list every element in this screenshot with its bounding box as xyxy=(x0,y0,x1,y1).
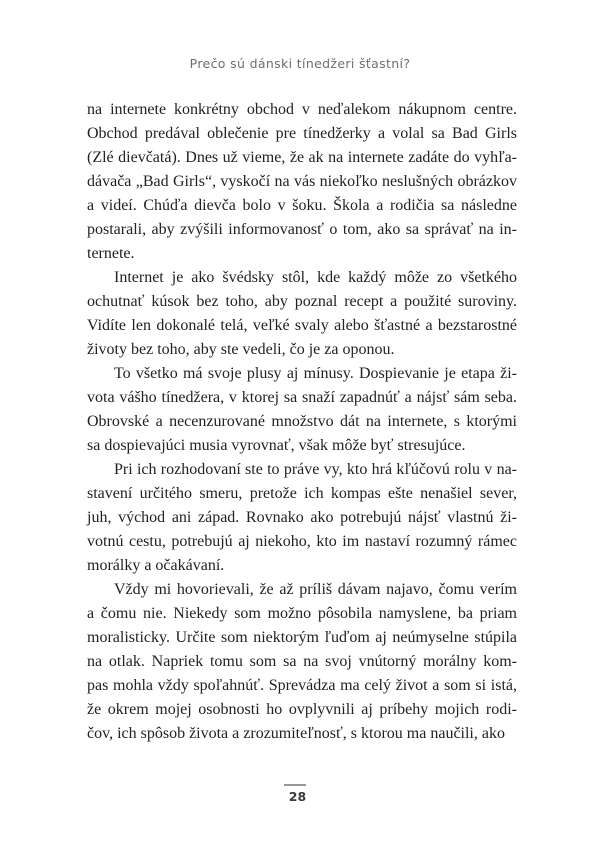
text-line: Internet je ako švédsky stôl, kde každý môže zo všetkého xyxy=(114,269,517,286)
text-line: a čomu nie. Niekedy som možno pôsobila namyslene, ba priam xyxy=(87,605,517,622)
text-line: To všetko má svoje plusy aj mínusy. Dospievanie je etapa ži- xyxy=(114,365,517,382)
text-line: postarali, aby zvýšili informovanosť o tom, ako sa správať na in- xyxy=(87,221,517,238)
page-number: 28 xyxy=(288,789,307,804)
text-line: Vidíte len dokonalé telá, veľké svaly alebo šťastné a bezstarostné xyxy=(87,317,517,334)
text-line: Obchod predával oblečenie pre tínedžerky a volal sa Bad Girls xyxy=(87,125,517,142)
text-line: vota vášho tínedžera, v ktorej sa snaží zapadnúť a nájsť sám seba. xyxy=(87,389,517,406)
text-line: juh, východ ani západ. Rovnako ako potrebujú nájsť vlastnú ži- xyxy=(87,509,517,526)
text-line: že okrem mojej osobnosti ho ovplyvnili aj príbehy mojich rodi- xyxy=(87,701,517,718)
text-line: a videí. Chúďa dievča bolo v šoku. Škola a rodičia sa následne xyxy=(87,197,517,214)
text-line: na internete konkrétny obchod v neďalekom nákupnom centre. xyxy=(87,101,517,118)
body-text xyxy=(87,98,517,746)
text-line: Obrovské a necenzurované množstvo dát na internete, s ktorými xyxy=(87,413,517,430)
text-line: sa dospievajúci musia vyrovnať, však môže byť stresujúce. xyxy=(87,437,466,454)
text-line: morálky a očakávaní. xyxy=(87,557,225,574)
text-line: dávača „Bad Girls“, vyskočí na vás niekoľko neslušných obrázkov xyxy=(87,173,517,190)
text-line: Pri ich rozhodovaní ste to práve vy, kto hrá kľúčovú rolu v na- xyxy=(114,461,517,478)
text-line: na otlak. Napriek tomu som sa na svoj vnútorný morálny kom- xyxy=(87,653,517,670)
text-line: stavení určitého smeru, pretože ich kompas ešte nenašiel sever, xyxy=(87,485,517,502)
text-line: pas mohla vždy spoľahnúť. Sprevádza ma celý život a som si istá, xyxy=(87,677,517,694)
text-line: votnú cestu, potrebujú aj niekoho, kto im nastaví rozumný rámec xyxy=(87,533,517,550)
text-line: Vždy mi hovorievali, že až príliš dávam najavo, čomu verím xyxy=(114,581,517,598)
text-line: životy bez toho, aby ste vedeli, čo je za oponou. xyxy=(87,341,395,358)
text-line: ochutnať kúsok bez toho, aby poznal recept a použité suroviny. xyxy=(87,293,517,310)
text-line: moralisticky. Určite som niektorým ľuďom aj neúmyselne stúpila xyxy=(87,629,517,646)
footer-rule xyxy=(284,784,306,786)
running-head-title: Prečo sú dánski tínedžeri šťastní? xyxy=(189,56,411,71)
text-line: (Zlé dievčatá). Dnes už vieme, že ak na internete zadáte do vyhľa- xyxy=(87,149,517,166)
text-line: čov, ich spôsob života a zrozumiteľnosť, s ktorou ma naučili, ako xyxy=(87,725,505,742)
text-line: ternete. xyxy=(87,245,135,262)
